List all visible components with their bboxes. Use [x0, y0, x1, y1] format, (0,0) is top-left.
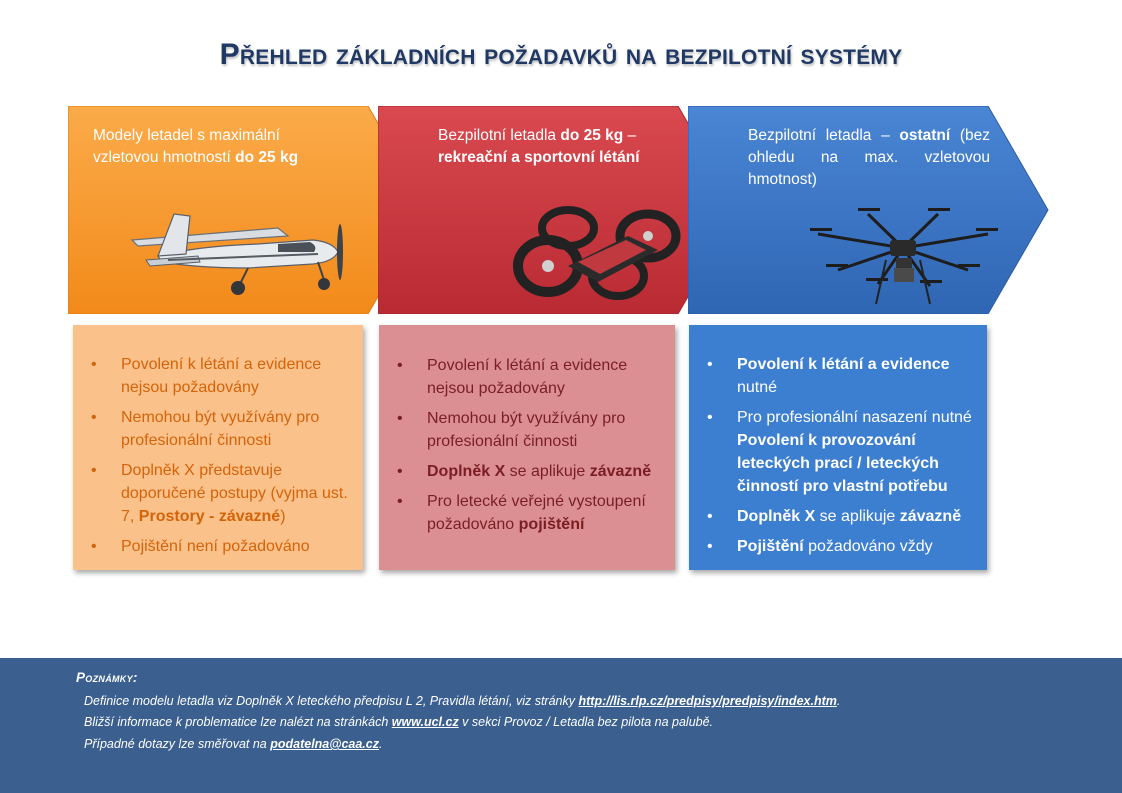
requirements-box-models — [73, 325, 363, 570]
notes-footer — [0, 658, 1122, 793]
list-item: • Doplněk X představuje doporučené postupy (vyjma ust. 7, Prostory - závazné) — [91, 462, 348, 525]
requirements-box-recreational — [379, 325, 675, 570]
list-item: • Pro profesionální nasazení nutné Povolení k provozování leteckých prací / leteckých činností pro vlastní potřebu — [707, 409, 972, 495]
requirements-box-other — [689, 325, 987, 570]
list-item: • Povolení k létání a evidence nejsou požadovány — [397, 357, 628, 397]
page-title: Přehled základních požadavků na bezpilotní systémy — [219, 38, 903, 71]
requirements-list-models — [73, 325, 363, 558]
link-email[interactable]: podatelna@caa.cz — [270, 737, 379, 751]
list-item: • Povolení k létání a evidence nutné — [707, 356, 950, 396]
note-line-contact: Případné dotazy lze směřovat na podatelna@caa.cz. — [84, 737, 383, 751]
link-lis-rlp[interactable]: http://lis.rlp.cz/predpisy/predpisy/index.htm — [578, 694, 837, 708]
notes-heading: Poznámky: — [76, 670, 138, 685]
requirements-list-recreational — [379, 325, 675, 536]
link-ucl[interactable]: www.ucl.cz — [391, 715, 459, 729]
note-line-definition: Definice modelu letadla viz Doplněk X leteckého předpisu L 2, Pravidla létání, viz stránky http://lis.rlp.cz/predpisy/predpisy/index.htm. — [84, 694, 841, 708]
list-item: • Povolení k létání a evidence nejsou požadovány — [91, 356, 322, 396]
list-item: • Nemohou být využívány pro profesionální činnosti — [397, 410, 626, 450]
note-line-info: Bližší informace k problematice lze nalézt na stránkách www.ucl.cz v sekci Provoz / Letadla bez pilota na palubě. — [84, 715, 714, 729]
chevron-recreational-text: Bezpilotní letadla do 25 kg – rekreační a sportovní létání — [438, 127, 640, 166]
list-item: • Pro letecké veřejné vystoupení požadováno pojištění — [397, 493, 646, 533]
list-item: • Pojištění není požadováno — [91, 538, 310, 555]
list-item: • Doplněk X se aplikuje závazně — [397, 463, 652, 480]
chevron-recreational — [378, 106, 740, 314]
chevron-other-text: Bezpilotní letadla – ostatní (bez ohledu na max. vzletovou hmotnost) — [748, 127, 990, 188]
requirements-list-other — [689, 325, 987, 558]
list-item: • Pojištění požadováno vždy — [707, 538, 933, 555]
chevron-models — [68, 106, 430, 314]
chevron-other — [688, 106, 1050, 314]
list-item: • Doplněk X se aplikuje závazně — [707, 508, 962, 525]
list-item: • Nemohou být využívány pro profesionální činnosti — [91, 409, 320, 449]
chevron-models-text: Modely letadel s maximální vzletovou hmotností do 25 kg — [93, 127, 299, 166]
